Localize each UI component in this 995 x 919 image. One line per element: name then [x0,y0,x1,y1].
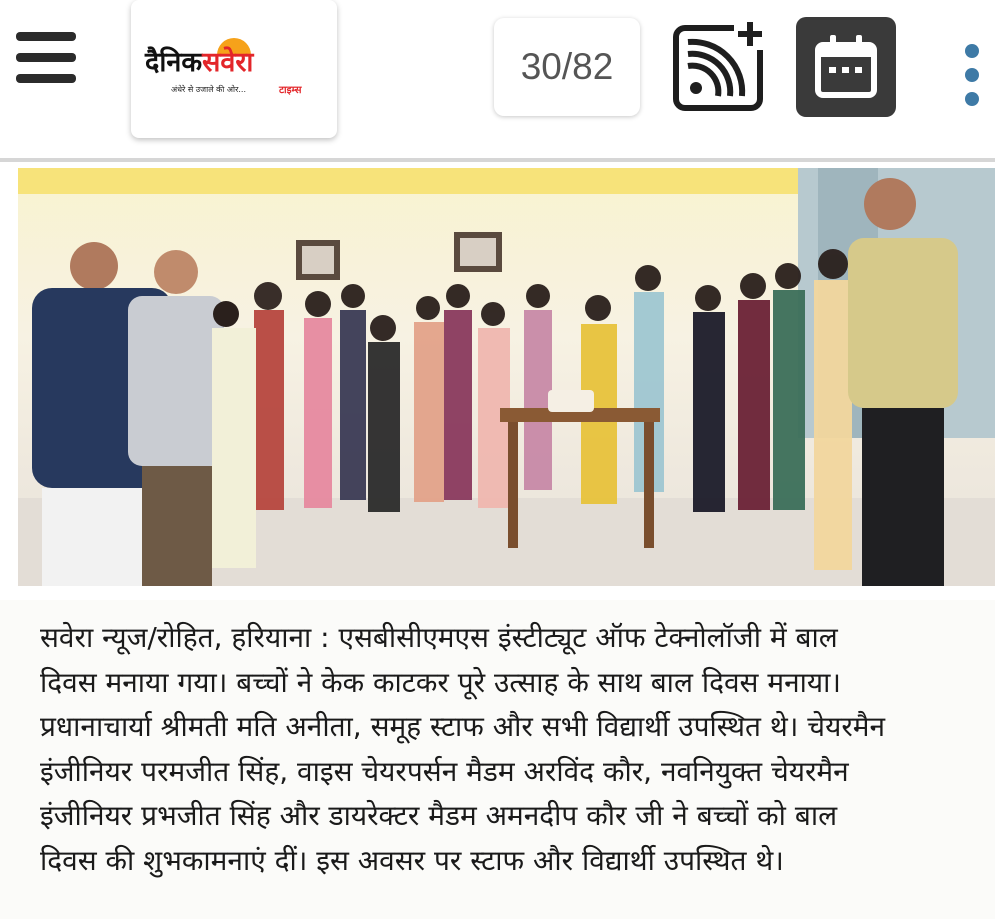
logo-title: दैनिकसवेरा [145,47,254,78]
article-line: प्रधानाचार्या श्रीमती मति अनीता, समूह स्टाफ और सभी विद्यार्थी उपस्थित थे। चेयरमैन [40,710,886,743]
logo-tagline: अंधेरे से उजाले की ओर... [171,85,247,94]
article-line: इंजीनियर प्रभजीत सिंह और डायरेक्टर मैडम अमनदीप कौर जी ने बच्चों को बाल [40,799,838,832]
article-body [40,616,980,883]
more-vertical-icon[interactable] [962,44,982,108]
calendar-button[interactable] [796,17,896,117]
article-line: दिवस की शुभकामनाएं दीं। इस अवसर पर स्टाफ और विद्यार्थी उपस्थित थे। [40,843,784,877]
article-line: दिवस मनाया गया। बच्चों ने केक काटकर पूरे उत्साह के साथ बाल दिवस मनाया। [40,665,841,699]
rss-add-icon[interactable] [672,18,766,112]
article-line: सवेरा न्यूज/रोहित, हरियाना : एसबीसीएमएस इंस्टीट्यूट ऑफ टेक्नोलॉजी में बाल [40,621,838,654]
article-line: इंजीनियर परमजीत सिंह, वाइस चेयरपर्सन मैडम अरविंद कौर, नवनियुक्त चेयरमैन [40,754,849,788]
logo-suffix: टाइम्स [279,85,302,96]
header-divider [0,158,995,162]
hamburger-menu-icon[interactable] [16,32,78,84]
calendar-icon [796,17,896,117]
page-counter[interactable]: 30/82 [494,18,640,116]
group-photo-image[interactable] [18,168,995,586]
app-header [0,0,995,160]
publication-logo[interactable] [131,0,337,138]
